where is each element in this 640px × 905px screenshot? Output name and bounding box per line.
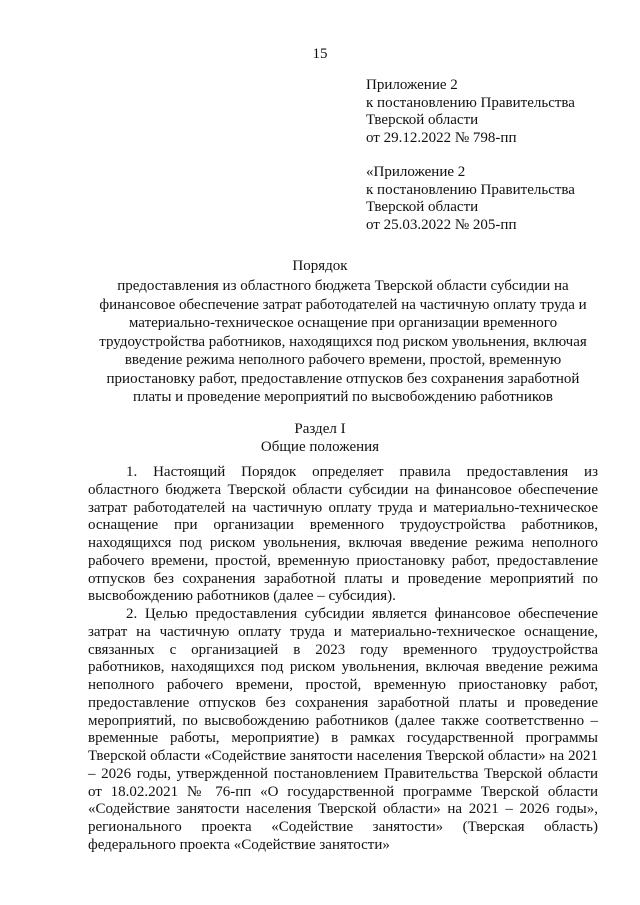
paragraph: 2. Целью предоставления субсидии является финансовое обеспечение затрат на частичную оплату труда и материально-техническое оснащение, связанных с организацией в 2023 году временного трудоустройства работников, находящихся под риском увольнения, включая введение режима неполного рабочего времени, простой, временную приостановку работ, предоставление отпусков без сохранения заработной платы и проведение мероприятий, по высвобождению работников (далее также соответственно – временные работы, мероприятие) в рамках государственной программы Тверской области «Содействие занятости населения Тверской области» на 2021 – 2026 годы, утвержденной постановлением Правительства Тверской области от 18.02.2021 № 76-пп «О государственной программе Тверской области «Содействие занятости населения Тверской области» на 2021 – 2026 годы», регионального проекта «Содействие занятости» (Тверская область) федерального проекта «Содействие занятости» bbox=[88, 606, 598, 853]
document-title: Порядок bbox=[292, 258, 348, 274]
document-subtitle: предоставления из областного бюджета Тверской области субсидии на финансовое обеспечение затрат работодателей на частичную оплату труда и материально-техническое оснащение при организации временного трудоустройства работников, находящихся под риском увольнения, включая введение режима неполного рабочего времени, простой, временную приостановку работ, предоставление отпусков без сохранения заработной платы и проведение мероприятий по высвобождению работников bbox=[99, 278, 587, 405]
appendix-line: от 25.03.2022 № 205-пп bbox=[366, 216, 517, 233]
appendix-line: к постановлению Правительства bbox=[366, 181, 575, 198]
body-text bbox=[88, 464, 598, 855]
appendix-line: Тверской области bbox=[366, 199, 479, 216]
appendix-line: Приложение 2 bbox=[366, 77, 458, 93]
appendix-line: Тверской области bbox=[366, 112, 479, 129]
appendix-line: от 29.12.2022 № 798-пп bbox=[366, 129, 517, 146]
appendix-current-block bbox=[366, 77, 575, 147]
section-number: Раздел I bbox=[294, 421, 346, 437]
appendix-original-block bbox=[366, 164, 575, 234]
appendix-line: к постановлению Правительства bbox=[366, 94, 575, 111]
appendix-line: «Приложение 2 bbox=[366, 164, 466, 180]
page-number: 15 bbox=[312, 46, 328, 62]
paragraph: 1. Настоящий Порядок определяет правила предоставления из областного бюджета Тверской области субсидии на финансовое обеспечение затрат работодателей на частичную оплату труда и материально-техническое оснащение при организации временного трудоустройства работников, находящихся под риском увольнения, включая введение режима неполного рабочего времени, простой, временную приостановку работ, предоставление отпусков без сохранения заработной платы и проведение мероприятий по высвобождению работников (далее – субсидия). bbox=[88, 464, 598, 605]
section-name: Общие положения bbox=[260, 439, 380, 455]
section-heading bbox=[0, 420, 640, 456]
